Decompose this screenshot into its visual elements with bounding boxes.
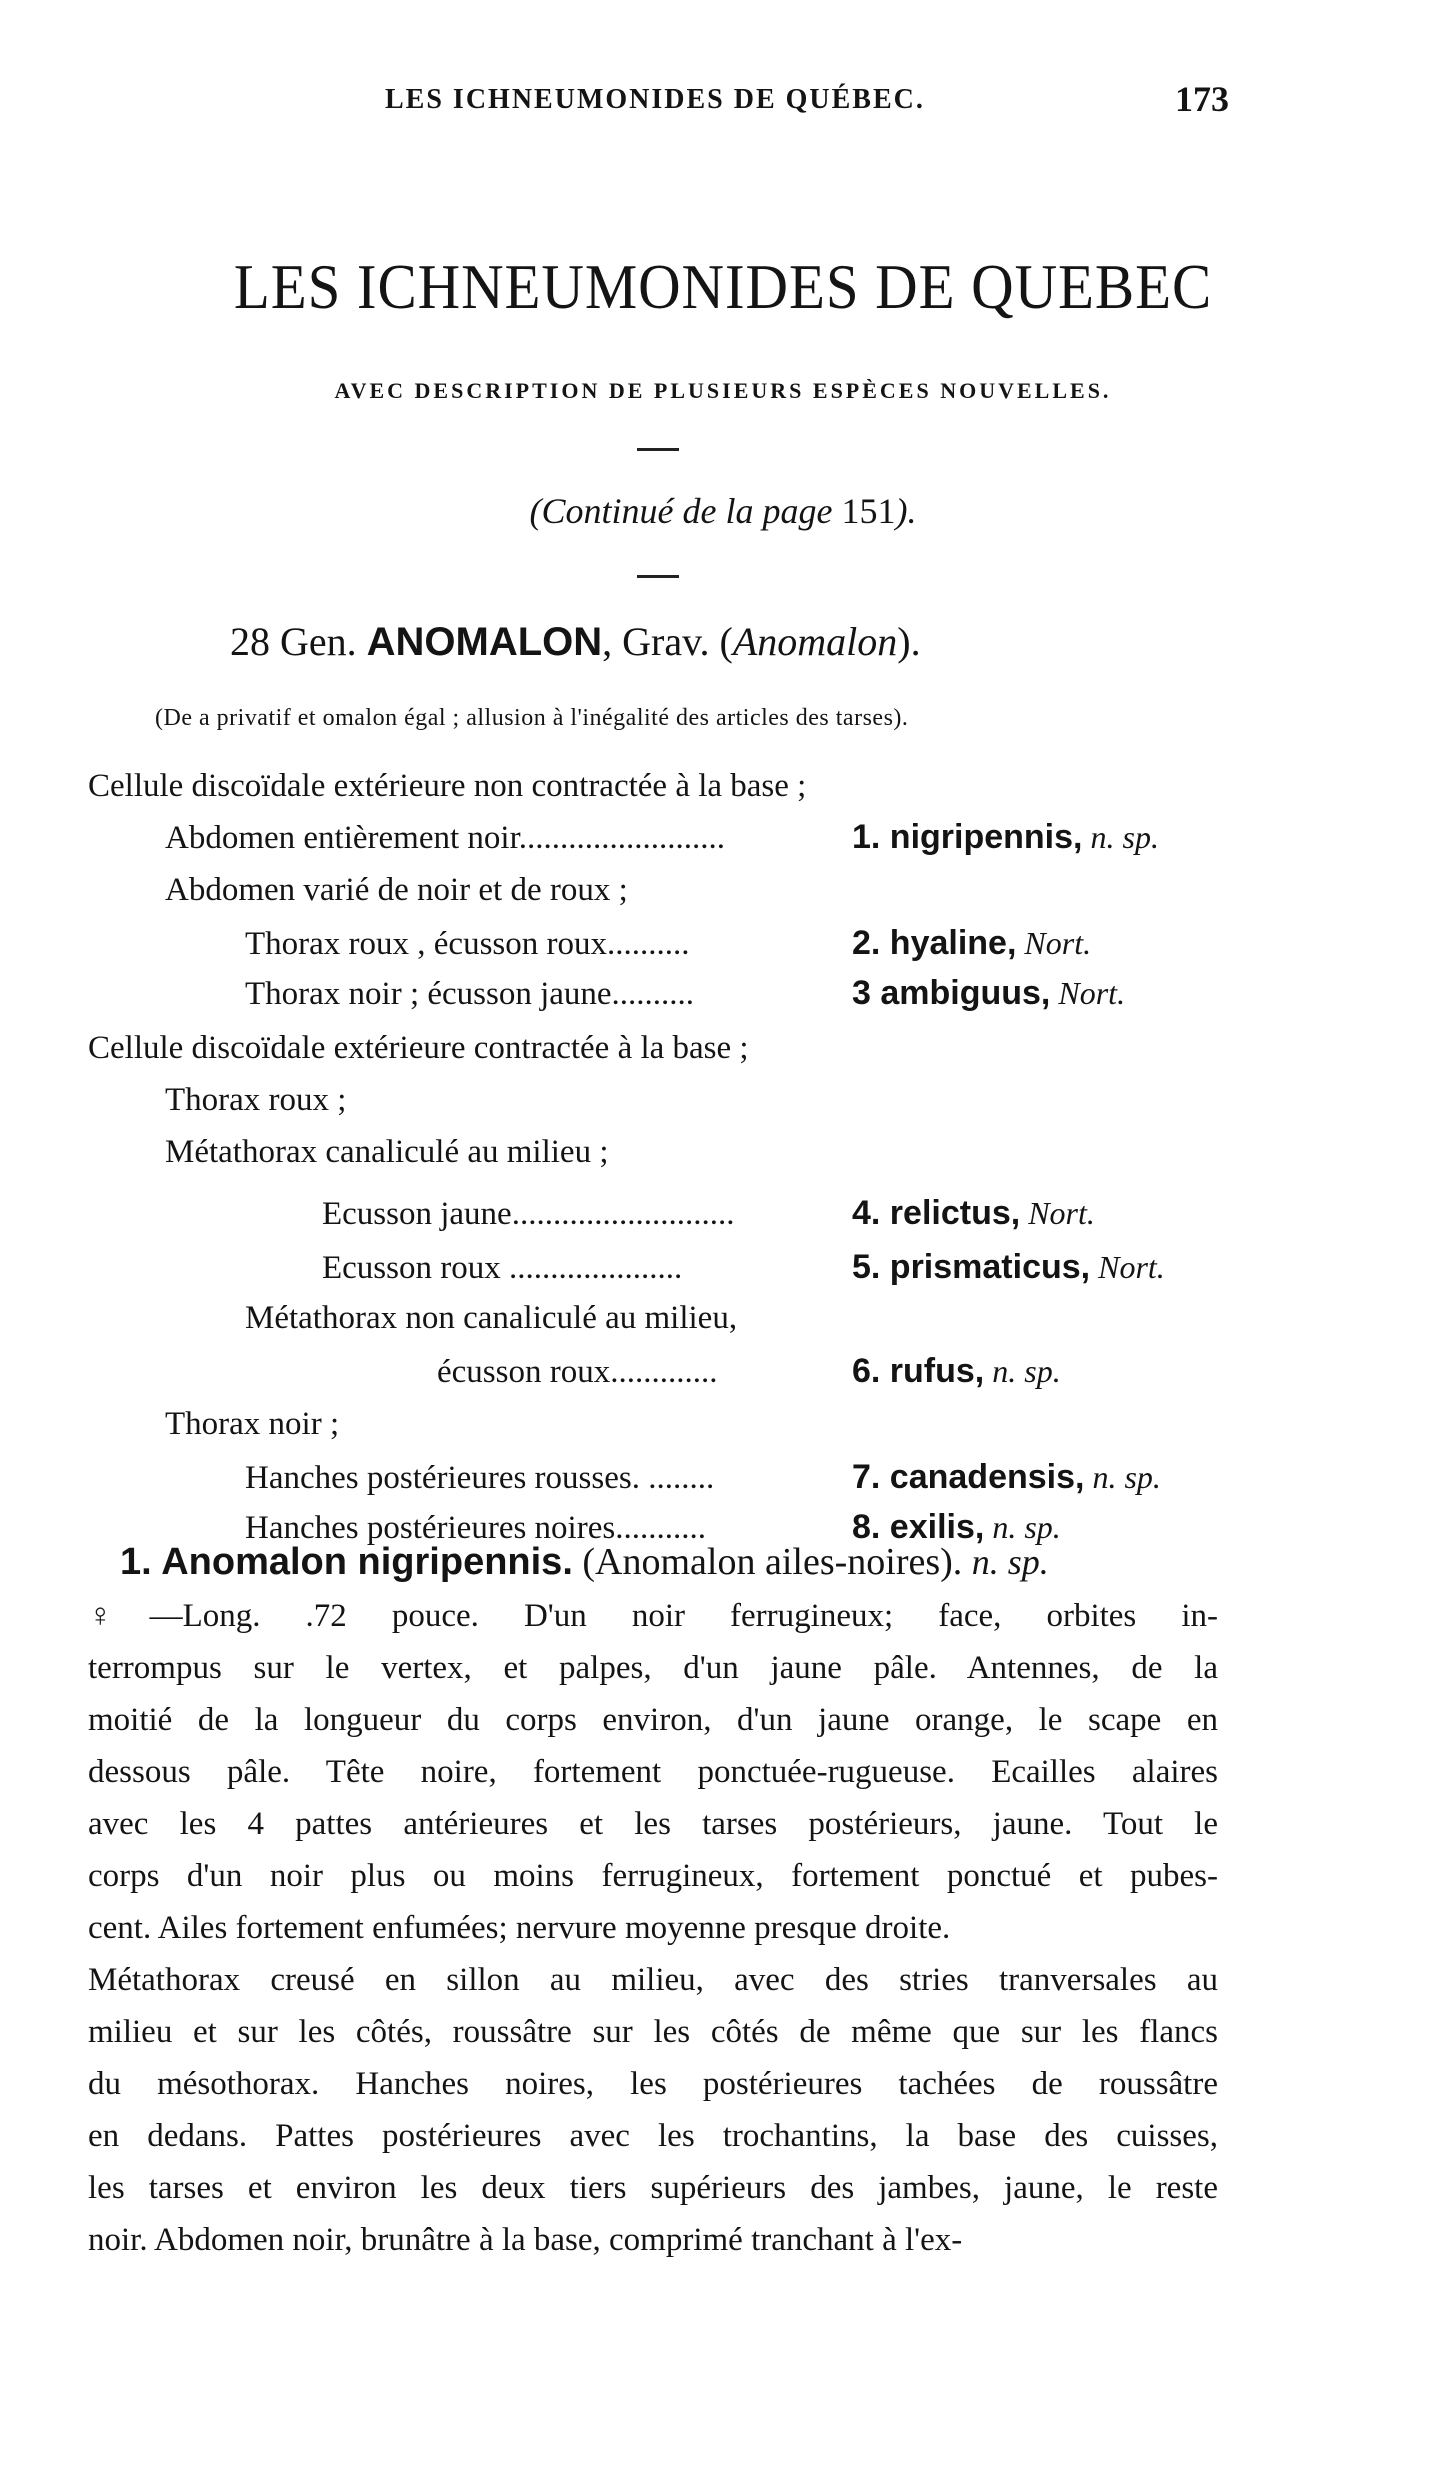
description-line: les tarses et environ les deux tiers supérieurs des jambes, jaune, le reste bbox=[88, 2170, 1218, 2206]
key-species-author: n. sp. bbox=[1082, 819, 1159, 855]
key-species-author: n. sp. bbox=[984, 1509, 1061, 1545]
key-line: Cellule discoïdale extérieure non contractée à la base ; bbox=[88, 768, 807, 804]
key-line: Abdomen entièrement noir......................... bbox=[165, 820, 725, 856]
key-line: Ecusson roux ..................... bbox=[322, 1250, 683, 1286]
key-line: Abdomen varié de noir et de roux ; bbox=[165, 872, 628, 908]
species-status: n. sp. bbox=[971, 1542, 1049, 1582]
description-line: du mésothorax. Hanches noires, les postérieures tachées de roussâtre bbox=[88, 2066, 1218, 2102]
key-species bbox=[852, 1458, 1161, 1497]
key-species bbox=[852, 1352, 1061, 1391]
page-number: 173 bbox=[1175, 79, 1229, 119]
key-species-name: 1. nigripennis, bbox=[852, 818, 1083, 856]
key-species bbox=[852, 974, 1125, 1013]
key-species bbox=[852, 818, 1159, 857]
key-species-author: Nort. bbox=[1016, 925, 1092, 961]
key-species-name: 5. prismaticus, bbox=[852, 1248, 1091, 1286]
key-line: Hanches postérieures rousses. ........ bbox=[245, 1460, 715, 1496]
key-line: Thorax noir ; bbox=[165, 1406, 340, 1442]
description-line: en dedans. Pattes postérieures avec les trochantins, la base des cuisses, bbox=[88, 2118, 1218, 2154]
genus-number: 28 Gen. bbox=[230, 619, 367, 664]
etymology-note: (De a privatif et omalon égal ; allusion à l'inégalité des articles des tarses). bbox=[155, 705, 909, 731]
key-species-name: 8. exilis, bbox=[852, 1508, 985, 1546]
key-species-name: 6. rufus, bbox=[852, 1352, 985, 1390]
description-line: cent. Ailes fortement enfumées; nervure moyenne presque droite. bbox=[88, 1910, 951, 1946]
description-line: corps d'un noir plus ou moins ferrugineux, fortement ponctué et pubes- bbox=[88, 1858, 1218, 1894]
genus-vernacular: Anomalon bbox=[732, 619, 898, 664]
key-line: Hanches postérieures noires........... bbox=[245, 1510, 706, 1546]
key-species bbox=[852, 924, 1091, 963]
genus-suffix: ). bbox=[897, 619, 921, 664]
key-species-author: Nort. bbox=[1090, 1249, 1165, 1285]
species-common-name: (Anomalon ailes-noires). bbox=[572, 1541, 972, 1583]
key-line: Thorax noir ; écusson jaune.......... bbox=[245, 976, 695, 1012]
description-line: milieu et sur les côtés, roussâtre sur les côtés de même que sur les flancs bbox=[88, 2014, 1218, 2050]
key-line: Thorax roux ; bbox=[165, 1082, 347, 1118]
description-line: terrompus sur le vertex, et palpes, d'un jaune pâle. Antennes, de la bbox=[88, 1650, 1218, 1686]
key-species-name: 3 ambiguus, bbox=[852, 974, 1051, 1012]
description-line: avec les 4 pattes antérieures et les tarses postérieurs, jaune. Tout le bbox=[88, 1806, 1218, 1842]
continued-page-word: page bbox=[762, 491, 833, 531]
description-line: ♀—Long. .72 pouce. D'un noir ferrugineux; face, orbites in- bbox=[88, 1598, 1218, 1634]
separator-rule bbox=[637, 448, 679, 451]
key-species-name: 2. hyaline, bbox=[852, 924, 1017, 962]
genus-author: , Grav. ( bbox=[602, 619, 733, 664]
key-line: Thorax roux , écusson roux.......... bbox=[245, 926, 690, 962]
article-title: LES ICHNEUMONIDES DE QUEBEC bbox=[233, 251, 1213, 322]
key-line: Métathorax canaliculé au milieu ; bbox=[165, 1134, 609, 1170]
description-line: Métathorax creusé en sillon au milieu, avec des stries tranversales au bbox=[88, 1962, 1218, 1998]
key-species-name: 4. relictus, bbox=[852, 1194, 1021, 1232]
key-species bbox=[852, 1194, 1095, 1233]
genus-heading bbox=[230, 618, 921, 665]
species-name: Anomalon nigripennis. bbox=[161, 1541, 573, 1583]
description-line: dessous pâle. Tête noire, fortement ponctuée-rugueuse. Ecailles alaires bbox=[88, 1754, 1218, 1790]
continued-note bbox=[0, 490, 1446, 532]
description-line: moitié de la longueur du corps environ, d'un jaune orange, le scape en bbox=[88, 1702, 1218, 1738]
continued-suffix: ). bbox=[895, 491, 917, 531]
article-subtitle: AVEC DESCRIPTION DE PLUSIEURS ESPÈCES NOUVELLES. bbox=[334, 378, 1112, 403]
key-line: Ecusson jaune........................... bbox=[322, 1196, 735, 1232]
continued-prefix: (Continué de la bbox=[529, 491, 763, 531]
key-species-author: n. sp. bbox=[984, 1353, 1061, 1389]
key-species-author: n. sp. bbox=[1084, 1459, 1161, 1495]
description-line: noir. Abdomen noir, brunâtre à la base, comprimé tranchant à l'ex- bbox=[88, 2222, 963, 2258]
key-line: Cellule discoïdale extérieure contractée à la base ; bbox=[88, 1030, 749, 1066]
key-species-author: Nort. bbox=[1050, 975, 1126, 1011]
species-number: 1. bbox=[120, 1541, 152, 1583]
continued-page-number: 151 bbox=[832, 491, 896, 531]
genus-name: ANOMALON bbox=[366, 620, 603, 664]
key-species bbox=[852, 1248, 1165, 1287]
running-header: LES ICHNEUMONIDES DE QUÉBEC. bbox=[385, 84, 925, 115]
key-line: Métathorax non canaliculé au milieu, bbox=[245, 1300, 738, 1336]
key-species-author: Nort. bbox=[1020, 1195, 1095, 1231]
separator-rule bbox=[637, 575, 679, 578]
key-species-name: 7. canadensis, bbox=[852, 1458, 1085, 1496]
species-heading bbox=[120, 1540, 1049, 1584]
key-line: écusson roux............. bbox=[437, 1354, 718, 1390]
